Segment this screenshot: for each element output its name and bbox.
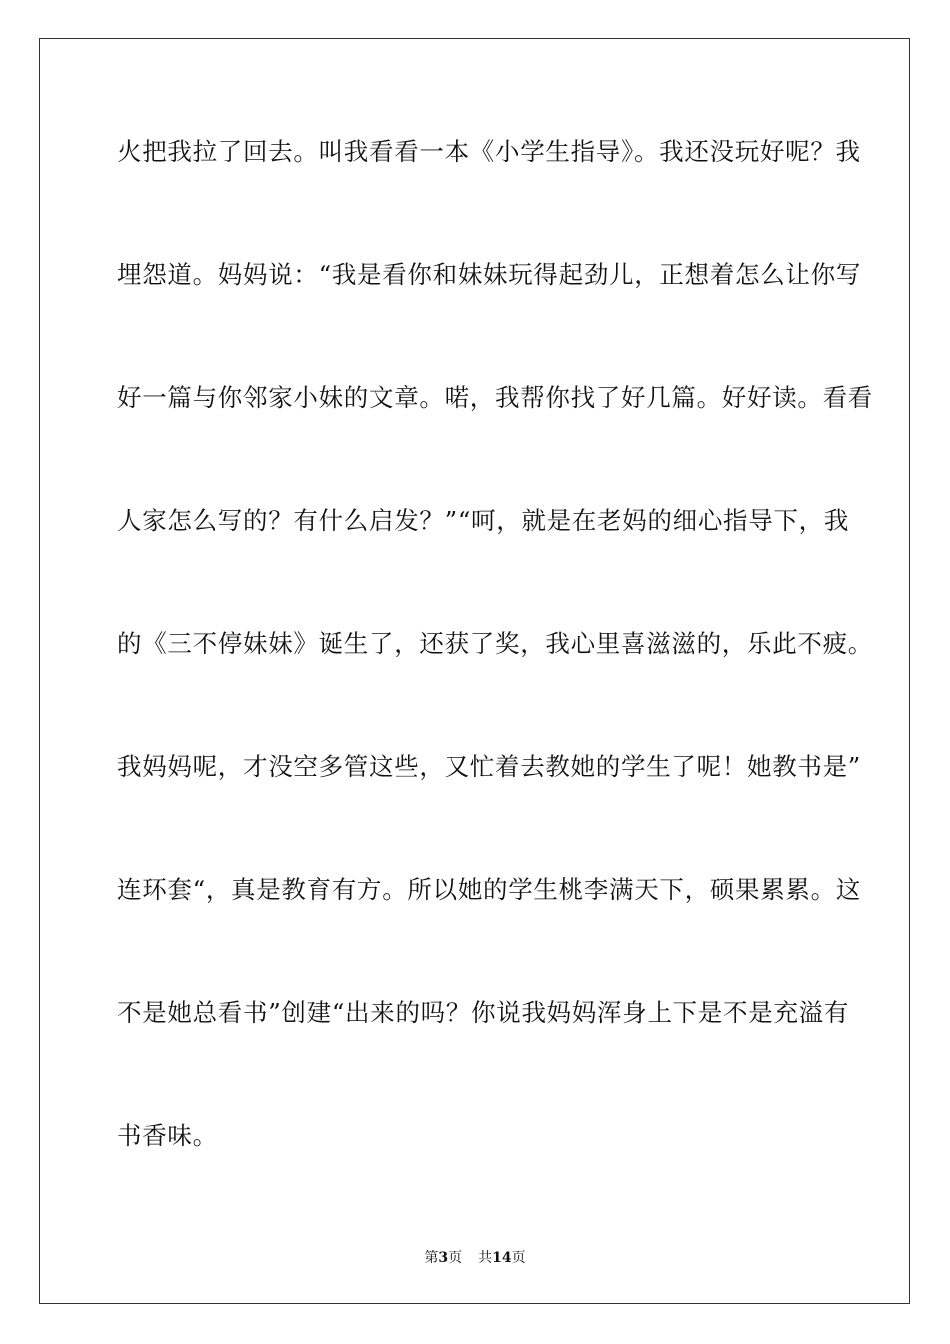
page-prefix: 第 [424,1250,439,1266]
text-line-8: 不是她总看书”创建“出来的吗？你说我妈妈浑身上下是不是充溢有 [117,998,850,1027]
page-footer [0,1247,950,1267]
page-indicator [424,1247,462,1267]
total-suffix: 页 [511,1250,526,1266]
text-line-1: 火把我拉了回去。叫我看看一本《小学生指导》。我还没玩好呢？我 [117,137,861,166]
page-number: 3 [438,1250,449,1266]
text-line-6: 我妈妈呢，才没空多管这些，又忙着去教她的学生了呢！她教书是” [117,752,862,781]
text-line-3: 好一篇与你邻家小妹的文章。喏，我帮你找了好几篇。好好读。看看 [117,383,873,412]
page-suffix: 页 [448,1250,463,1266]
total-pages-indicator [478,1247,525,1267]
text-line-2: 埋怨道。妈妈说：“我是看你和妹妹玩得起劲儿，正想着怎么让你写 [117,260,862,289]
document-body [117,128,873,1235]
text-line-9: 书香味。 [117,1121,218,1150]
text-line-7: 连环套“，真是教育有方。所以她的学生桃李满天下，硕果累累。这 [117,875,862,904]
total-pages: 14 [492,1250,512,1266]
text-line-5: 的《三不停妹妹》诞生了，还获了奖，我心里喜滋滋的，乐此不疲。 [117,629,873,658]
text-line-4: 人家怎么写的？有什么启发？”“呵，就是在老妈的细心指导下，我 [117,506,850,535]
total-prefix: 共 [478,1250,493,1266]
